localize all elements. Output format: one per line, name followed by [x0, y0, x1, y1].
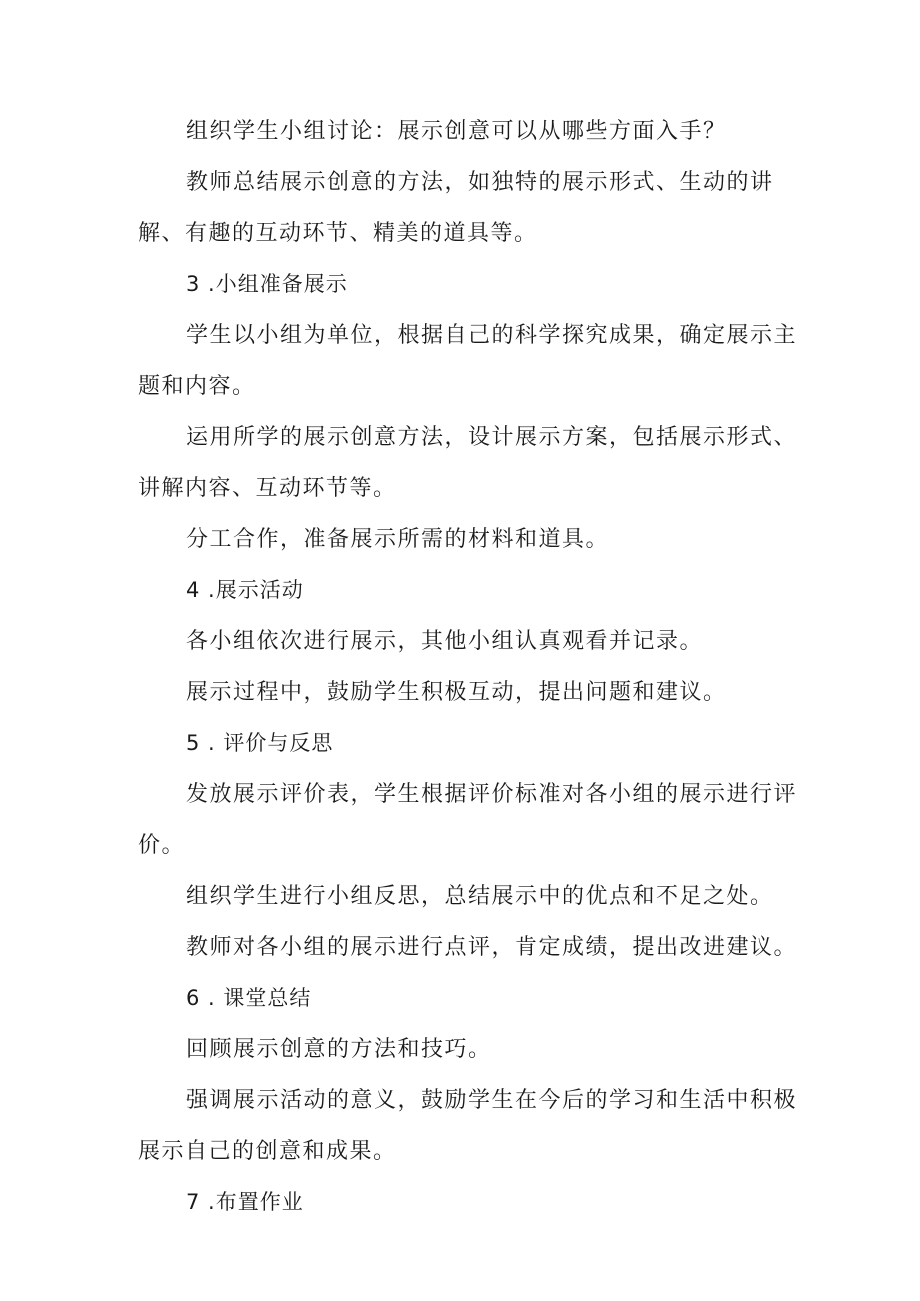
paragraph-encourage-interaction: 展示过程中，鼓励学生积极互动，提出问题和建议。: [186, 680, 727, 705]
paragraph-teacher-comments: 教师对各小组的展示进行点评，肯定成绩，提出改进建议。: [186, 935, 798, 960]
paragraph-groups-present: 各小组依次进行展示，其他小组认真观看并记录。: [186, 629, 704, 654]
paragraph-evaluation-form: 发放展示评价表，学生根据评价标准对各小组的展示进行评价。: [138, 782, 798, 858]
section-heading-7: 7 .布置作业: [186, 1190, 304, 1214]
paragraph-prepare-materials: 分工合作，准备展示所需的材料和道具。: [186, 527, 610, 552]
paragraph-design-plan: 运用所学的展示创意方法，设计展示方案，包括展示形式、讲解内容、互动环节等。: [138, 425, 798, 501]
section-heading-6: 6 . 课堂总结: [186, 986, 312, 1010]
paragraph-group-discussion: 组织学生小组讨论：展示创意可以从哪些方面入手？: [186, 119, 727, 144]
paragraph-teacher-summary: 教师总结展示创意的方法，如独特的展示形式、生动的讲解、有趣的互动环节、精美的道具等。: [138, 170, 774, 246]
section-heading-3: 3 .小组准备展示: [186, 272, 348, 296]
section-heading-5: 5 . 评价与反思: [186, 731, 334, 755]
paragraph-group-reflection: 组织学生进行小组反思，总结展示中的优点和不足之处。: [186, 884, 774, 909]
section-heading-4: 4 .展示活动: [186, 578, 304, 602]
paragraph-determine-theme: 学生以小组为单位，根据自己的科学探究成果，确定展示主题和内容。: [138, 323, 798, 399]
document-body: [138, 106, 798, 1228]
paragraph-emphasize-meaning: 强调展示活动的意义，鼓励学生在今后的学习和生活中积极展示自己的创意和成果。: [138, 1088, 798, 1164]
paragraph-review-methods: 回顾展示创意的方法和技巧。: [186, 1037, 492, 1062]
